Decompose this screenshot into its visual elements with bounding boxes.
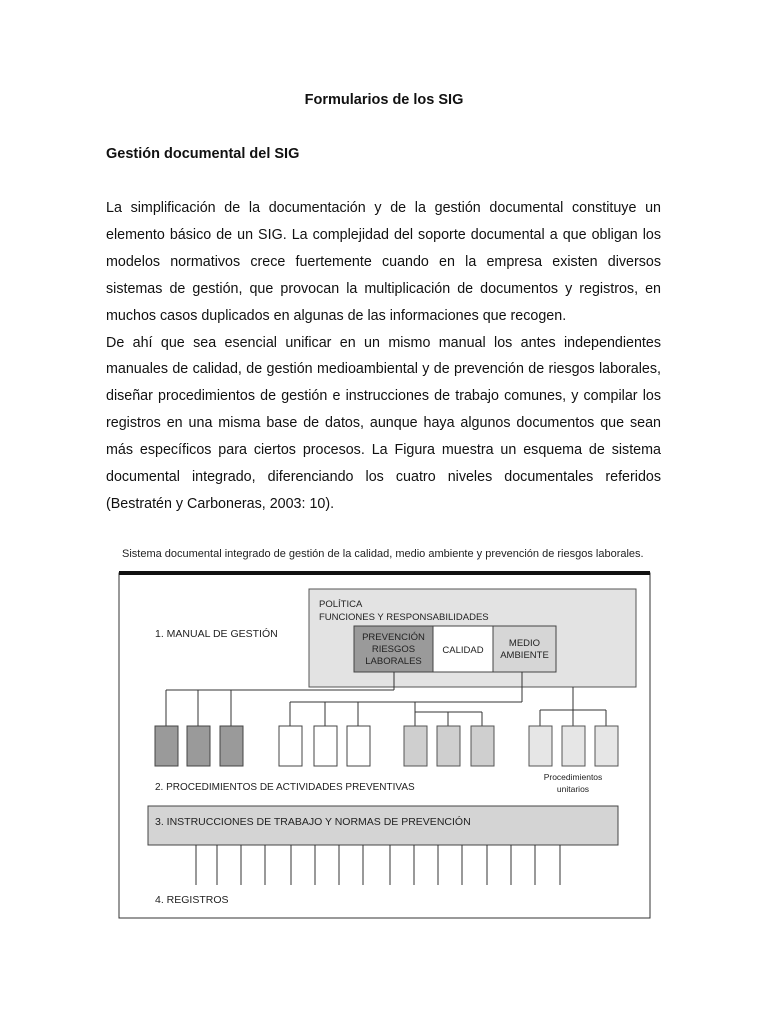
paragraph: La simplificación de la documentación y de la gestión documental constituye un elemento básico de un SIG. La complejidad del soporte documental a que obligan los modelos normativos crece fuertemente cuando en la empresa existen diversos sistemas de gestión, que provocan la multiplicación de documentos y registros, en muchos casos duplicados en algunas de las informaciones que recogen. [106,200,661,324]
prevencion-label: RIESGOS [371,644,416,655]
level1-label: 1. MANUAL DE GESTIÓN [155,628,278,640]
level4-label: 4. REGISTROS [155,894,229,906]
medio-label: AMBIENTE [500,650,549,661]
unitarios-label: unitarios [556,784,590,794]
medio-ambiente-box [493,626,556,672]
procedure-doc [404,726,427,766]
prevencion-label: PREVENCIÓN [362,632,425,643]
procedure-doc [347,726,370,766]
diagram-top-rule [119,571,650,575]
section-heading: Gestión documental del SIG [106,146,300,162]
level2-label: 2. PROCEDIMIENTOS DE ACTIVIDADES PREVENTIVAS [155,782,415,793]
funciones-label: FUNCIONES Y RESPONSABILIDADES [319,612,489,623]
figure-caption: Sistema documental integrado de gestión de la calidad, medio ambiente y prevención de riesgos laborales. [122,548,644,560]
medio-label: MEDIO [508,638,541,649]
prevencion-label: LABORALES [365,656,422,667]
procedure-doc [562,726,585,766]
level3-label: 3. INSTRUCCIONES DE TRABAJO Y NORMAS DE PREVENCIÓN [155,816,471,828]
procedure-doc [529,726,552,766]
procedure-doc [437,726,460,766]
prevention-procedures [155,726,243,766]
unitarios-label: Procedimientos [543,772,603,782]
procedure-doc [279,726,302,766]
environment-procedures [404,726,494,766]
calidad-label: CALIDAD [442,645,484,656]
procedure-doc [595,726,618,766]
procedure-doc [220,726,243,766]
politica-label: POLÍTICA [319,599,363,610]
procedure-doc [187,726,210,766]
procedure-doc [155,726,178,766]
quality-procedures [279,726,370,766]
paragraph: De ahí que sea esencial unificar en un mismo manual los antes independientes manuales de calidad, de gestión medioambiental y de prevención de riesgos laborales, diseñar procedimientos de gestión e instrucciones de trabajo comunes, y compilar los registros en una misma base de datos, aunque haya algunos documentos que sean más específicos para ciertos procesos. La Figura muestra un esquema de sistema documental integrado, diferenciando los cuatro niveles documentales referidos (Bestratén y Carboneras, 2003: 10). [106,334,661,512]
procedure-doc [471,726,494,766]
procedure-doc [314,726,337,766]
unitary-procedures [529,726,618,766]
page-title: Formularios de los SIG [304,92,464,108]
